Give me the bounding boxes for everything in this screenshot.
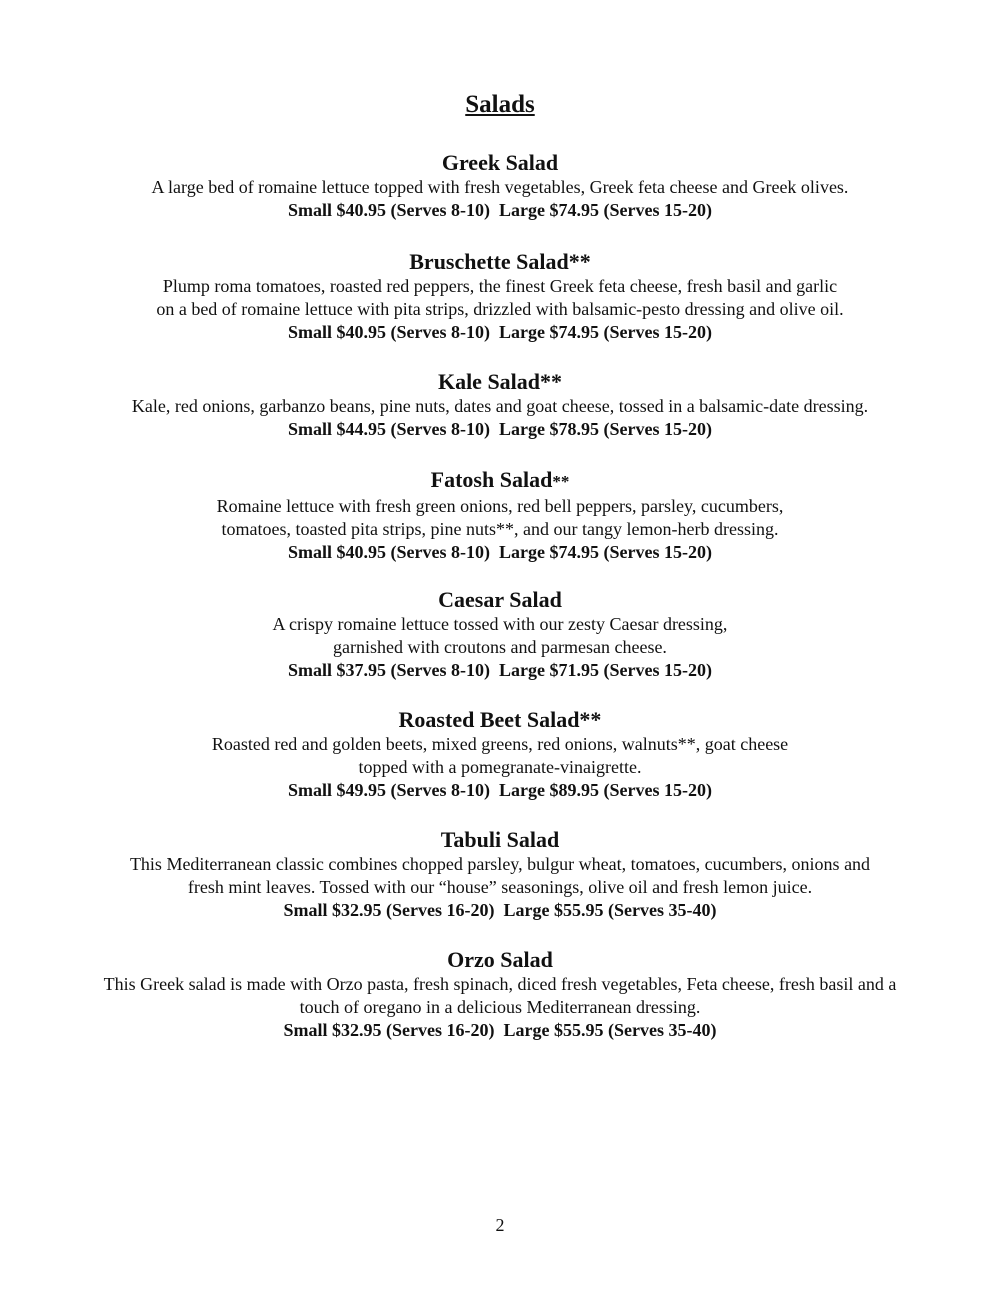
item-description-line: touch of oregano in a delicious Mediterranean dressing. (299, 997, 701, 1017)
item-description-line: Kale, red onions, garbanzo beans, pine nuts, dates and goat cheese, tossed in a balsamic-date dressing. (131, 396, 869, 416)
page-number: 2 (495, 1215, 505, 1235)
item-name-suffix: ** (552, 472, 570, 491)
menu-item-bruschette-salad (0, 249, 1000, 344)
item-price: Small $40.95 (Serves 8-10) Large $74.95 (Serves 15-20) (288, 542, 712, 562)
item-description-line: Plump roma tomatoes, roasted red peppers, the finest Greek feta cheese, fresh basil and garlic (162, 276, 838, 296)
item-description-line: A crispy romaine lettuce tossed with our zesty Caesar dressing, (272, 614, 728, 634)
menu-item-fatosh-salad (0, 467, 1000, 564)
item-description-line: tomatoes, toasted pita strips, pine nuts**, and our tangy lemon-herb dressing. (221, 519, 779, 539)
menu-item-caesar-salad (0, 587, 1000, 682)
item-description-line: garnished with croutons and parmesan cheese. (333, 637, 667, 657)
item-price: Small $32.95 (Serves 16-20) Large $55.95 (Serves 35-40) (283, 1020, 717, 1040)
item-price: Small $44.95 (Serves 8-10) Large $78.95 (Serves 15-20) (288, 419, 712, 439)
item-name: Roasted Beet Salad** (398, 707, 602, 732)
menu-item-orzo-salad (0, 947, 1000, 1042)
item-name: Fatosh Salad** (430, 467, 570, 492)
item-price: Small $32.95 (Serves 16-20) Large $55.95 (Serves 35-40) (283, 900, 717, 920)
item-name: Kale Salad** (437, 369, 563, 394)
item-description-line: This Mediterranean classic combines chopped parsley, bulgur wheat, tomatoes, cucumbers, onions and (129, 854, 871, 874)
item-name: Tabuli Salad (440, 827, 560, 852)
item-price: Small $49.95 (Serves 8-10) Large $89.95 (Serves 15-20) (288, 780, 712, 800)
item-name: Caesar Salad (438, 587, 562, 612)
item-price: Small $40.95 (Serves 8-10) Large $74.95 (Serves 15-20) (288, 200, 712, 220)
menu-item-kale-salad (0, 369, 1000, 441)
menu-item-tabuli-salad (0, 827, 1000, 922)
item-description-line: fresh mint leaves. Tossed with our “house” seasonings, olive oil and fresh lemon juice. (187, 877, 813, 897)
menu-item-roasted-beet-salad (0, 707, 1000, 802)
item-description-line: on a bed of romaine lettuce with pita strips, drizzled with balsamic-pesto dressing and olive oil. (156, 299, 844, 319)
item-description-line: This Greek salad is made with Orzo pasta, fresh spinach, diced fresh vegetables, Feta cheese, fresh basil and a (103, 974, 897, 994)
item-price: Small $40.95 (Serves 8-10) Large $74.95 (Serves 15-20) (288, 322, 712, 342)
item-description-line: topped with a pomegranate-vinaigrette. (358, 757, 642, 777)
item-name: Greek Salad (441, 150, 559, 175)
item-name: Orzo Salad (447, 947, 553, 972)
menu-item-greek-salad (0, 150, 1000, 222)
item-name: Bruschette Salad** (409, 249, 591, 274)
item-description-line: Roasted red and golden beets, mixed greens, red onions, walnuts**, goat cheese (211, 734, 789, 754)
item-price: Small $37.95 (Serves 8-10) Large $71.95 (Serves 15-20) (288, 660, 712, 680)
item-description-line: Romaine lettuce with fresh green onions, red bell peppers, parsley, cucumbers, (216, 496, 784, 516)
section-title: Salads (465, 91, 535, 118)
item-description-line: A large bed of romaine lettuce topped with fresh vegetables, Greek feta cheese and Greek olives. (151, 177, 849, 197)
